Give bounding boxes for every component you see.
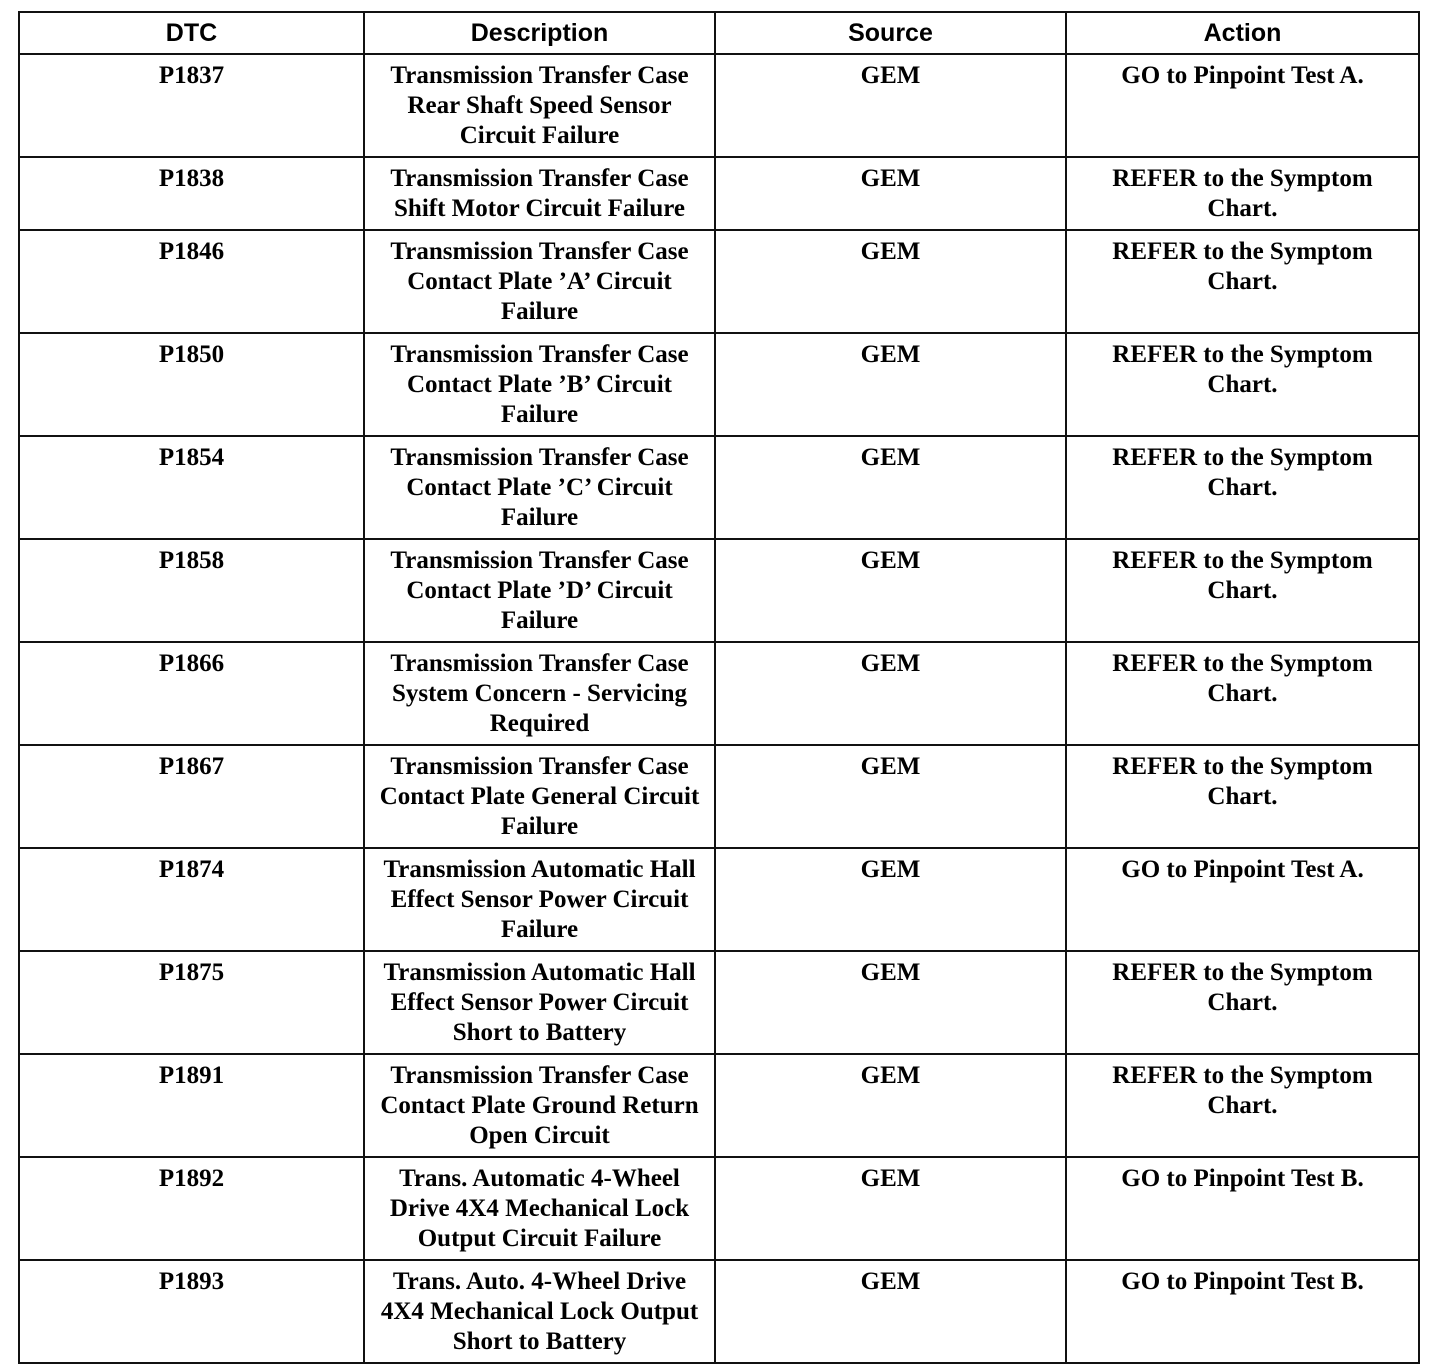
table-row — [19, 157, 1419, 230]
description-cell — [364, 54, 715, 157]
action-cell — [1066, 848, 1419, 951]
dtc-code: P1838 — [19, 157, 364, 230]
description-cell — [364, 436, 715, 539]
dtc-code: P1875 — [19, 951, 364, 1054]
description-cell — [364, 539, 715, 642]
description-cell — [364, 1054, 715, 1157]
action-text: REFER to the Symptom Chart. — [1112, 1062, 1373, 1119]
dtc-code: P1874 — [19, 848, 364, 951]
action-text: GO to Pinpoint Test A. — [1121, 856, 1364, 883]
action-cell — [1066, 436, 1419, 539]
table-row — [19, 54, 1419, 157]
description-cell — [364, 230, 715, 333]
table-row — [19, 642, 1419, 745]
action-text: REFER to the Symptom Chart. — [1112, 444, 1373, 501]
table-row — [19, 745, 1419, 848]
description-cell — [364, 1260, 715, 1363]
description-text: Transmission Transfer Case Shift Motor Circuit Failure — [390, 165, 689, 222]
dtc-table — [18, 11, 1420, 1364]
description-text: Trans. Auto. 4-Wheel Drive 4X4 Mechanical Lock Output Short to Battery — [380, 1268, 699, 1355]
description-cell — [364, 951, 715, 1054]
source-cell: GEM — [715, 54, 1066, 157]
description-text: Transmission Transfer Case Contact Plate ’C’ Circuit Failure — [390, 444, 689, 531]
table-row — [19, 230, 1419, 333]
action-cell — [1066, 157, 1419, 230]
table-row — [19, 951, 1419, 1054]
dtc-code: P1858 — [19, 539, 364, 642]
description-cell — [364, 848, 715, 951]
description-cell — [364, 1157, 715, 1260]
dtc-code: P1892 — [19, 1157, 364, 1260]
source-cell: GEM — [715, 848, 1066, 951]
description-cell — [364, 745, 715, 848]
description-cell — [364, 642, 715, 745]
description-text: Transmission Transfer Case Contact Plate Ground Return Open Circuit — [380, 1062, 699, 1149]
header-source: Source — [715, 12, 1066, 54]
dtc-code: P1837 — [19, 54, 364, 157]
action-text: REFER to the Symptom Chart. — [1112, 165, 1373, 222]
action-cell — [1066, 1157, 1419, 1260]
source-cell: GEM — [715, 1054, 1066, 1157]
description-text: Transmission Transfer Case Contact Plate ’B’ Circuit Failure — [390, 341, 689, 428]
description-cell — [364, 157, 715, 230]
dtc-code: P1891 — [19, 1054, 364, 1157]
action-text: GO to Pinpoint Test B. — [1121, 1165, 1364, 1192]
table-row — [19, 333, 1419, 436]
source-cell: GEM — [715, 642, 1066, 745]
source-cell: GEM — [715, 157, 1066, 230]
action-cell — [1066, 1054, 1419, 1157]
action-text: REFER to the Symptom Chart. — [1112, 753, 1373, 810]
description-text: Transmission Transfer Case Rear Shaft Speed Sensor Circuit Failure — [390, 62, 689, 149]
source-cell: GEM — [715, 1260, 1066, 1363]
header-action: Action — [1066, 12, 1419, 54]
action-cell — [1066, 951, 1419, 1054]
table-row — [19, 848, 1419, 951]
dtc-code: P1867 — [19, 745, 364, 848]
action-cell — [1066, 230, 1419, 333]
description-cell — [364, 333, 715, 436]
source-cell: GEM — [715, 951, 1066, 1054]
source-cell: GEM — [715, 230, 1066, 333]
source-cell: GEM — [715, 333, 1066, 436]
source-cell: GEM — [715, 1157, 1066, 1260]
header-row — [19, 12, 1419, 54]
description-text: Transmission Transfer Case Contact Plate ’D’ Circuit Failure — [390, 547, 689, 634]
table-row — [19, 539, 1419, 642]
header-description: Description — [364, 12, 715, 54]
action-text: REFER to the Symptom Chart. — [1112, 650, 1373, 707]
action-cell — [1066, 539, 1419, 642]
action-cell — [1066, 54, 1419, 157]
source-cell: GEM — [715, 745, 1066, 848]
description-text: Trans. Automatic 4-Wheel Drive 4X4 Mechanical Lock Output Circuit Failure — [389, 1165, 690, 1252]
action-text: GO to Pinpoint Test B. — [1121, 1268, 1364, 1295]
description-text: Transmission Transfer Case Contact Plate General Circuit Failure — [379, 753, 700, 840]
table-row — [19, 1054, 1419, 1157]
dtc-code: P1893 — [19, 1260, 364, 1363]
dtc-code: P1846 — [19, 230, 364, 333]
table-row — [19, 1260, 1419, 1363]
dtc-code: P1854 — [19, 436, 364, 539]
description-text: Transmission Transfer Case System Concern - Servicing Required — [390, 650, 689, 737]
action-cell — [1066, 642, 1419, 745]
action-cell — [1066, 1260, 1419, 1363]
action-text: REFER to the Symptom Chart. — [1112, 547, 1373, 604]
action-text: REFER to the Symptom Chart. — [1112, 341, 1373, 398]
description-text: Transmission Automatic Hall Effect Sensor Power Circuit Failure — [383, 856, 696, 943]
action-text: REFER to the Symptom Chart. — [1112, 959, 1373, 1016]
header-dtc: DTC — [19, 12, 364, 54]
description-text: Transmission Automatic Hall Effect Sensor Power Circuit Short to Battery — [383, 959, 696, 1046]
dtc-code: P1850 — [19, 333, 364, 436]
action-cell — [1066, 333, 1419, 436]
table-row — [19, 1157, 1419, 1260]
action-cell — [1066, 745, 1419, 848]
description-text: Transmission Transfer Case Contact Plate ’A’ Circuit Failure — [390, 238, 689, 325]
dtc-code: P1866 — [19, 642, 364, 745]
source-cell: GEM — [715, 436, 1066, 539]
table-row — [19, 436, 1419, 539]
source-cell: GEM — [715, 539, 1066, 642]
action-text: REFER to the Symptom Chart. — [1112, 238, 1373, 295]
action-text: GO to Pinpoint Test A. — [1121, 62, 1364, 89]
